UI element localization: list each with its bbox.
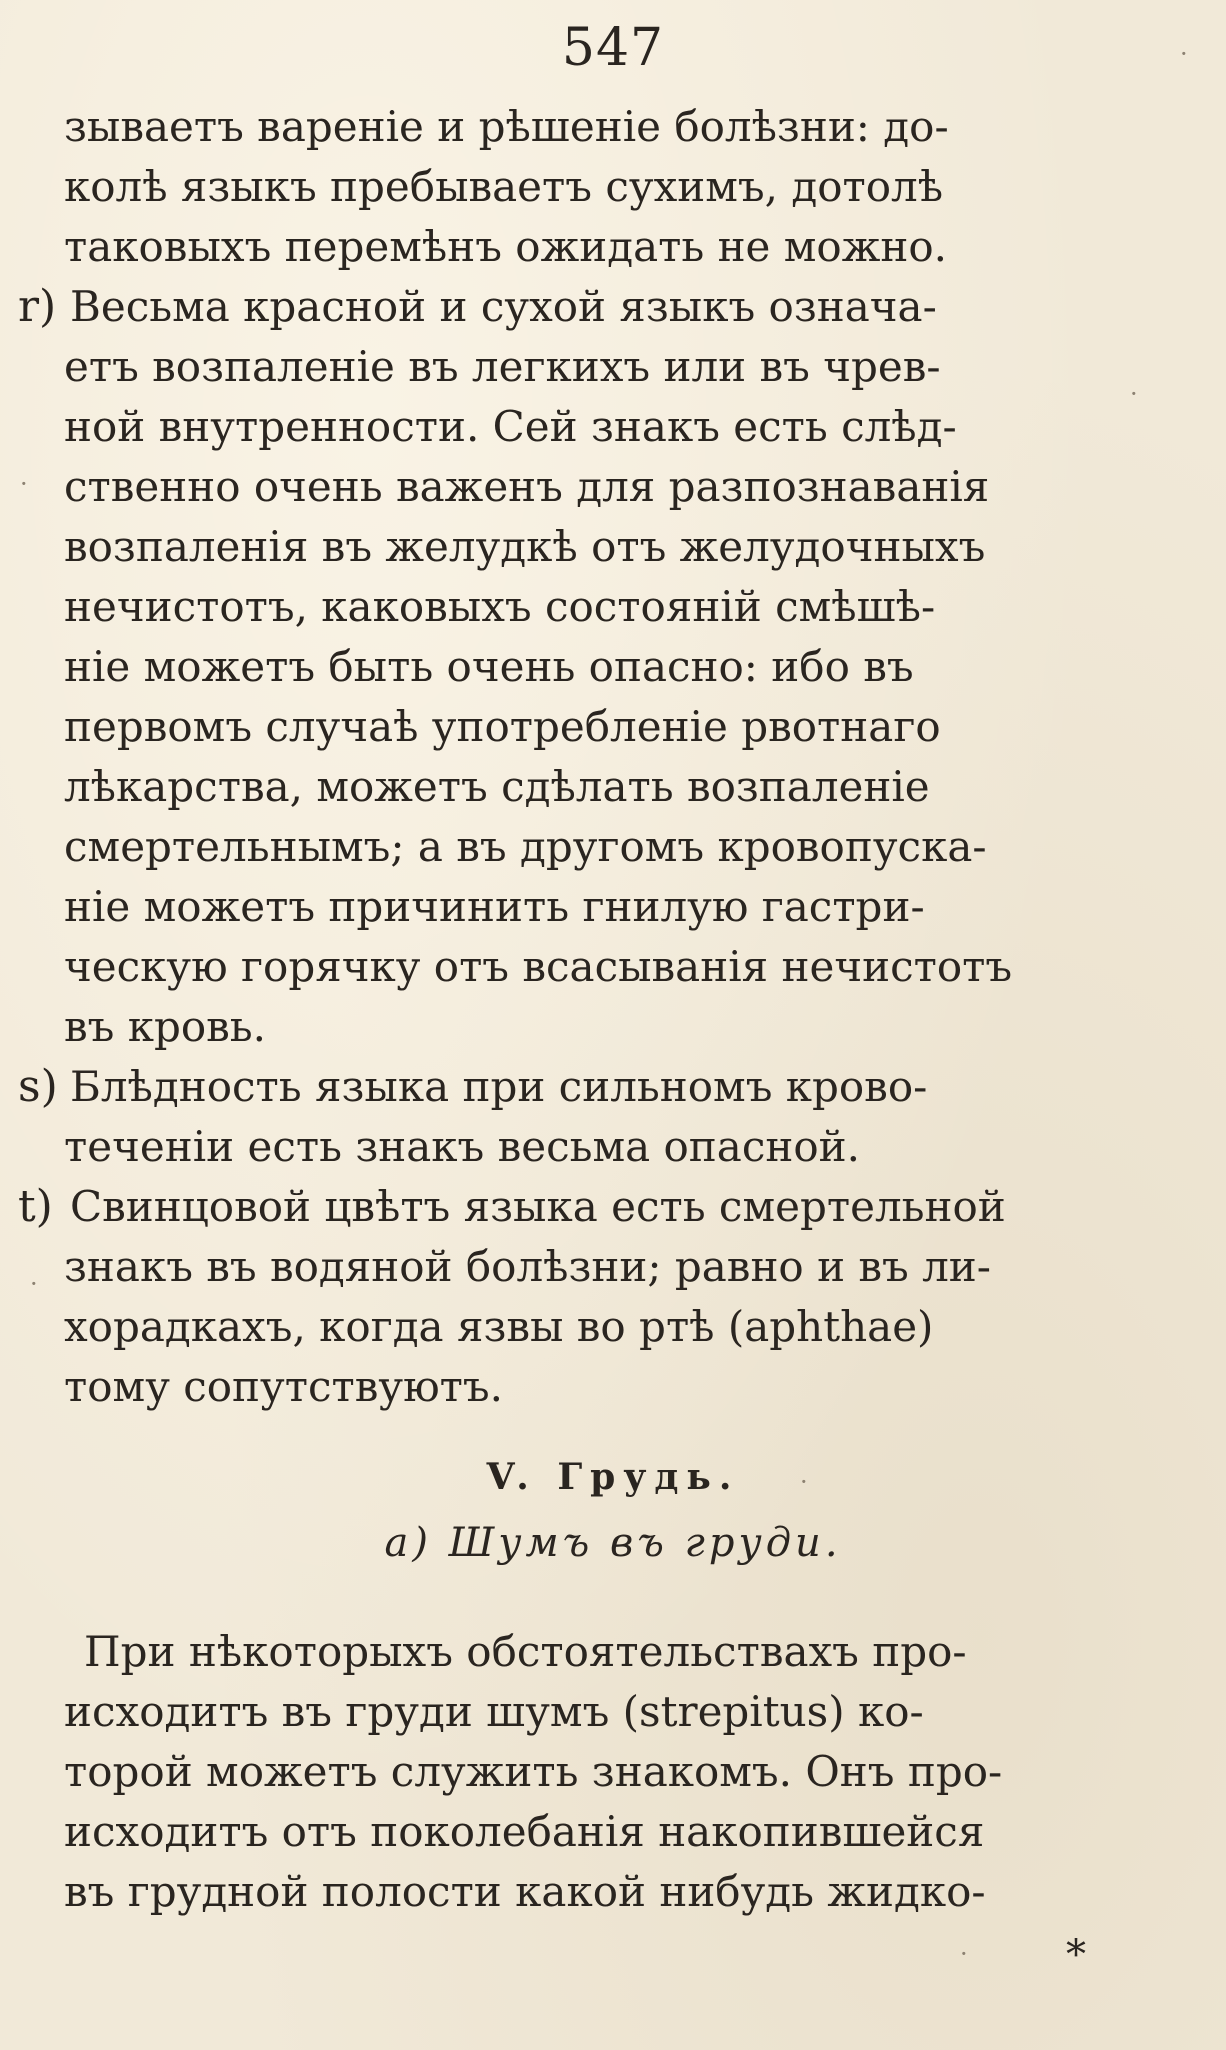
text-line: ственно очень важенъ для разпознаванія — [64, 462, 990, 511]
text-line: знакъ въ водяной болѣзни; равно и въ ли- — [64, 1242, 991, 1291]
text-line: исходитъ въ груди шумъ (strepitus) ко- — [64, 1687, 924, 1736]
text-line: При нѣкоторыхъ обстоятельствахъ про- — [84, 1627, 967, 1676]
paper-speck: · — [20, 470, 28, 498]
item-marker: r) — [18, 281, 57, 332]
text-line: теченіи есть знакъ весьма опасной. — [64, 1122, 860, 1171]
text-line: ческую горячку отъ всасыванія нечистотъ — [64, 942, 1013, 991]
paper-speck: · — [30, 1270, 38, 1298]
text-line: ніе можетъ быть очень опасно: ибо въ — [64, 642, 914, 691]
text-line: ніе можетъ причинить гнилую гастри- — [64, 882, 925, 931]
text-line: смертельнымъ; а въ другомъ кровопуска- — [64, 822, 987, 871]
text-line: въ кровь. — [64, 1002, 267, 1051]
item-marker: s) — [18, 1061, 58, 1112]
text-line: хорадкахъ, когда язвы во ртѣ (aphthae) — [64, 1302, 934, 1351]
text-line: етъ возпаленіе въ легкихъ или въ чрев- — [64, 342, 941, 391]
text-line: исходитъ отъ поколебанія накопившейся — [64, 1807, 985, 1856]
text-line: таковыхъ перемѣнъ ожидать не можно. — [64, 222, 947, 271]
text-line: зываетъ вареніе и рѣшеніе болѣзни: до- — [64, 102, 949, 151]
signature-mark: * — [1066, 1932, 1086, 1978]
text-line: нечистотъ, каковыхъ состояній смѣшѣ- — [64, 582, 936, 631]
text-line: Свинцовой цвѣтъ языка есть смертельной — [70, 1182, 1006, 1231]
text-line: въ грудной полости какой нибудь жидко- — [64, 1867, 986, 1916]
page-number: 547 — [561, 18, 665, 78]
text-line: возпаленія въ желудкѣ отъ желудочныхъ — [64, 522, 986, 571]
paper-speck: · — [1130, 380, 1138, 408]
paper-speck: · — [800, 1468, 808, 1496]
text-line: ной внутренности. Сей знакъ есть слѣд- — [64, 402, 957, 451]
text-line: лѣкарства, можетъ сдѣлать возпаленіе — [64, 762, 930, 811]
paper-speck: · — [960, 1940, 968, 1968]
text-line: колѣ языкъ пребываетъ сухимъ, дотолѣ — [64, 162, 944, 211]
text-line: торой можетъ служить знакомъ. Онъ про- — [64, 1747, 1003, 1796]
paper-speck: · — [1180, 40, 1188, 68]
text-line: первомъ случаѣ употребленіе рвотнаго — [64, 702, 941, 751]
text-line: Блѣдность языка при сильномъ крово- — [70, 1062, 928, 1111]
section-heading: V. Грудь. — [486, 1456, 740, 1498]
section-subheading: а) Шумъ въ груди. — [384, 1520, 842, 1566]
text-line: тому сопутствуютъ. — [64, 1362, 503, 1411]
text-line: Весьма красной и сухой языкъ означа- — [70, 282, 937, 331]
item-marker: t) — [18, 1181, 53, 1232]
